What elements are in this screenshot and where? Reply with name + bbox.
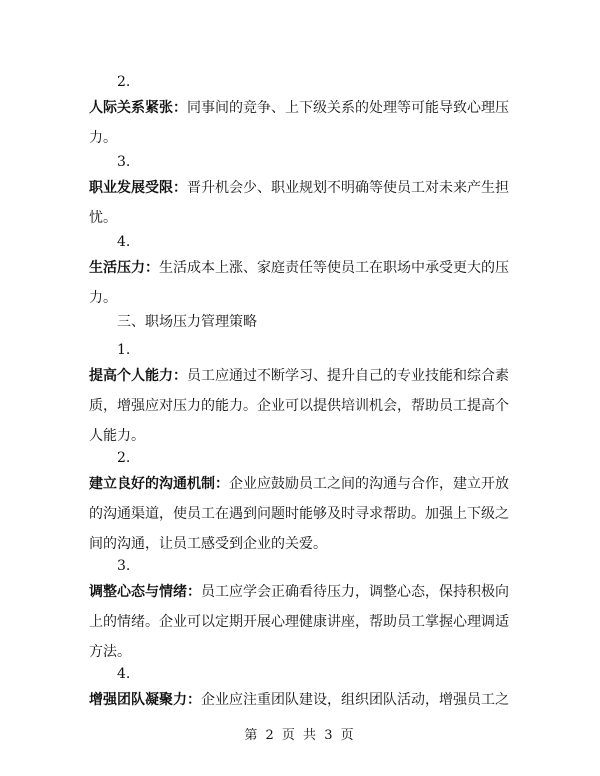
paragraph-term: 调整心态与情绪 xyxy=(89,584,187,600)
item-number: 4. xyxy=(117,234,131,250)
section-heading: 三、职场压力管理策略 xyxy=(117,314,257,330)
paragraph xyxy=(89,469,509,559)
paragraph-body: 同事间的竞争、上下级关系的处理等可能导致心理压力。 xyxy=(89,100,509,146)
item-number: 2. xyxy=(117,74,131,90)
paragraph-term: 增强团队凝聚力 xyxy=(89,692,187,708)
item-number: 2. xyxy=(117,450,131,466)
paragraph xyxy=(89,253,509,313)
paragraph xyxy=(89,173,509,233)
paragraph-body: 员工应通过不断学习、提升自己的专业技能和综合素质，增强应对压力的能力。企业可以提供培训机会，帮助员工提高个人能力。 xyxy=(89,368,509,444)
paragraph-sep: ： xyxy=(145,260,159,276)
paragraph-term: 人际关系紧张 xyxy=(89,100,173,116)
paragraph xyxy=(89,93,509,153)
paragraph-sep: ： xyxy=(187,584,201,600)
item-number: 1. xyxy=(117,342,131,358)
paragraph-body: 员工应学会正确看待压力，调整心态，保持积极向上的情绪。企业可以定期开展心理健康讲座，帮助员工掌握心理调适方法。 xyxy=(89,584,509,660)
paragraph-term: 建立良好的沟通机制 xyxy=(89,476,215,492)
page-footer: 第 2 页 共 3 页 xyxy=(244,728,356,743)
item-number: 3. xyxy=(117,154,131,170)
paragraph-sep: ： xyxy=(173,180,187,196)
paragraph-body: 企业应注重团队建设，组织团队活动，增强员工之 xyxy=(201,692,509,708)
paragraph-sep: ： xyxy=(173,100,187,116)
paragraph-sep: ： xyxy=(215,476,229,492)
paragraph-body: 晋升机会少、职业规划不明确等使员工对未来产生担忧。 xyxy=(89,180,509,226)
paragraph-term: 职业发展受限 xyxy=(89,180,173,196)
paragraph-sep: ： xyxy=(187,692,201,708)
paragraph xyxy=(89,577,509,667)
item-number: 3. xyxy=(117,558,131,574)
paragraph-term: 生活压力 xyxy=(89,260,145,276)
item-number: 4. xyxy=(117,666,131,682)
paragraph-body: 生活成本上涨、家庭责任等使员工在职场中承受更大的压力。 xyxy=(89,260,509,306)
paragraph-term: 提高个人能力 xyxy=(89,368,173,384)
paragraph xyxy=(89,361,509,451)
paragraph-body: 企业应鼓励员工之间的沟通与合作，建立开放的沟通渠道，使员工在遇到问题时能够及时寻求帮助。加强上下级之间的沟通，让员工感受到企业的关爱。 xyxy=(89,476,509,552)
paragraph-sep: ： xyxy=(173,368,187,384)
paragraph xyxy=(89,685,509,715)
